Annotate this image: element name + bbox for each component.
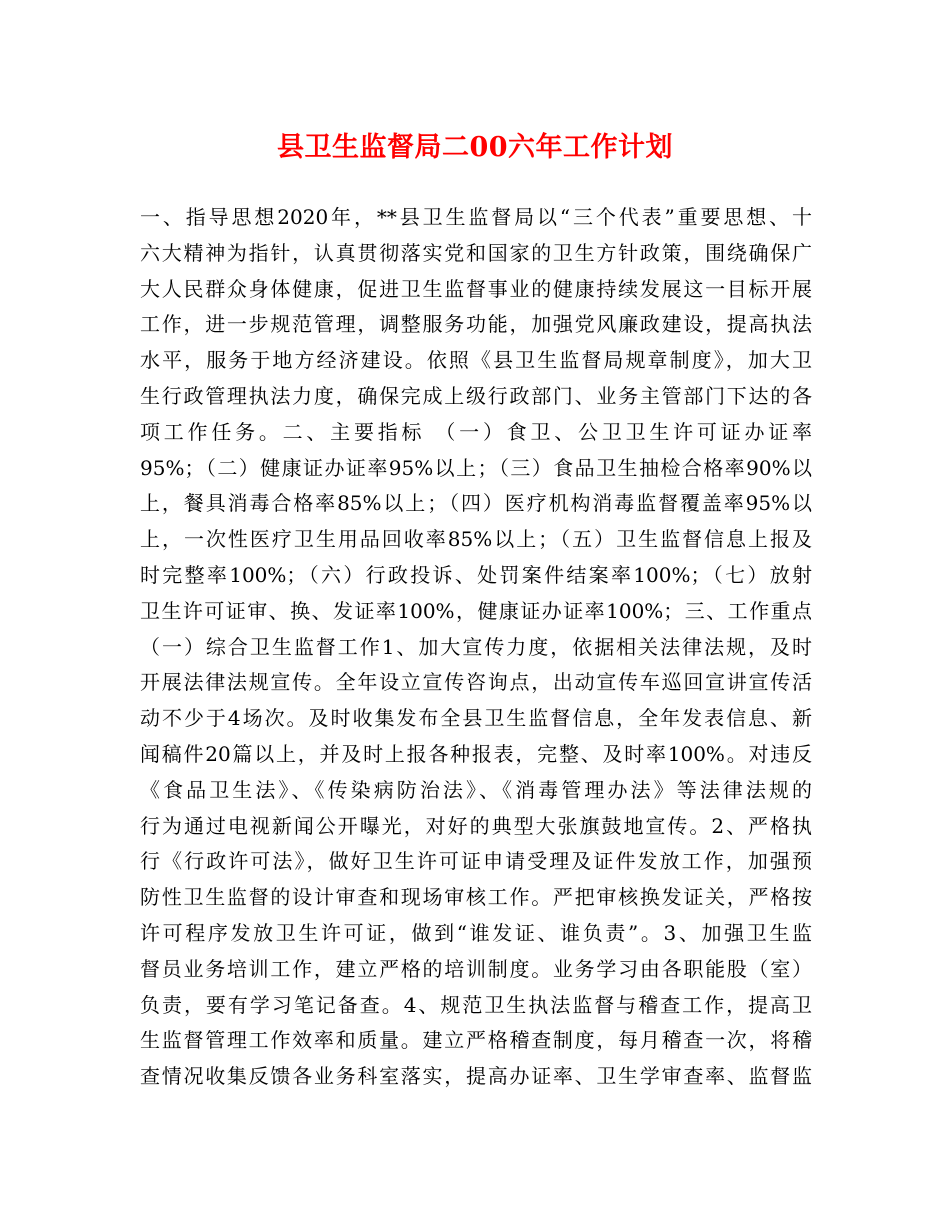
document-body xyxy=(140,200,812,1095)
body-line: 负责，要有学习笔记备查。4、规范卫生执法监督与稽查工作，提高卫 xyxy=(140,992,812,1017)
document-title: 县卫生监督局二00六年工作计划 xyxy=(276,132,674,163)
body-line: （一）综合卫生监督工作1、加大宣传力度，依据相关法律法规，及时 xyxy=(140,634,812,659)
body-line: 许可程序发放卫生许可证，做到“谁发证、谁负责”。3、加强卫生监 xyxy=(140,920,812,945)
body-line: 95%；（二）健康证办证率95%以上；（三）食品卫生抽检合格率90%以 xyxy=(140,455,812,480)
body-line: 水平，服务于地方经济建设。依照《县卫生监督局规章制度》，加大卫 xyxy=(140,348,812,373)
body-line: 上，餐具消毒合格率85%以上；（四）医疗机构消毒监督覆盖率95%以 xyxy=(140,491,812,516)
body-line: 行为通过电视新闻公开曝光，对好的典型大张旗鼓地宣传。2、严格执 xyxy=(140,813,812,838)
body-line: 《食品卫生法》、《传染病防治法》、《消毒管理办法》等法律法规的 xyxy=(140,777,812,802)
body-line: 项工作任务。二、主要指标 （一）食卫、公卫卫生许可证办证率 xyxy=(140,419,812,444)
body-line: 闻稿件20篇以上，并及时上报各种报表，完整、及时率100%。对违反 xyxy=(140,741,812,766)
body-line: 生行政管理执法力度，确保完成上级行政部门、业务主管部门下达的各 xyxy=(140,383,812,408)
body-line: 督员业务培训工作，建立严格的培训制度。业务学习由各职能股（室） xyxy=(140,956,812,981)
body-line: 卫生许可证审、换、发证率100%，健康证办证率100%；三、工作重点 xyxy=(140,598,812,623)
body-line: 上，一次性医疗卫生用品回收率85%以上；（五）卫生监督信息上报及 xyxy=(140,527,812,552)
body-line: 开展法律法规宣传。全年设立宣传咨询点，出动宣传车巡回宣讲宣传活 xyxy=(140,670,812,695)
body-line: 时完整率100%；（六）行政投诉、处罚案件结案率100%；（七）放射 xyxy=(140,562,812,587)
body-line: 查情况收集反馈各业务科室落实，提高办证率、卫生学审查率、监督监 xyxy=(140,1064,812,1089)
body-line: 六大精神为指针，认真贯彻落实党和国家的卫生方针政策，围绕确保广 xyxy=(140,240,812,265)
body-line: 动不少于4场次。及时收集发布全县卫生监督信息，全年发表信息、新 xyxy=(140,706,812,731)
body-line: 防性卫生监督的设计审查和现场审核工作。严把审核换发证关，严格按 xyxy=(140,885,812,910)
body-line: 工作，进一步规范管理，调整服务功能，加强党风廉政建设，提高执法 xyxy=(140,312,812,337)
body-line: 大人民群众身体健康，促进卫生监督事业的健康持续发展这一目标开展 xyxy=(140,276,812,301)
body-line: 一、指导思想2020年，**县卫生监督局以“三个代表”重要思想、十 xyxy=(140,205,812,229)
body-line: 生监督管理工作效率和质量。建立严格稽查制度，每月稽查一次，将稽 xyxy=(140,1028,812,1053)
body-line: 行《行政许可法》，做好卫生许可证申请受理及证件发放工作，加强预 xyxy=(140,849,812,874)
